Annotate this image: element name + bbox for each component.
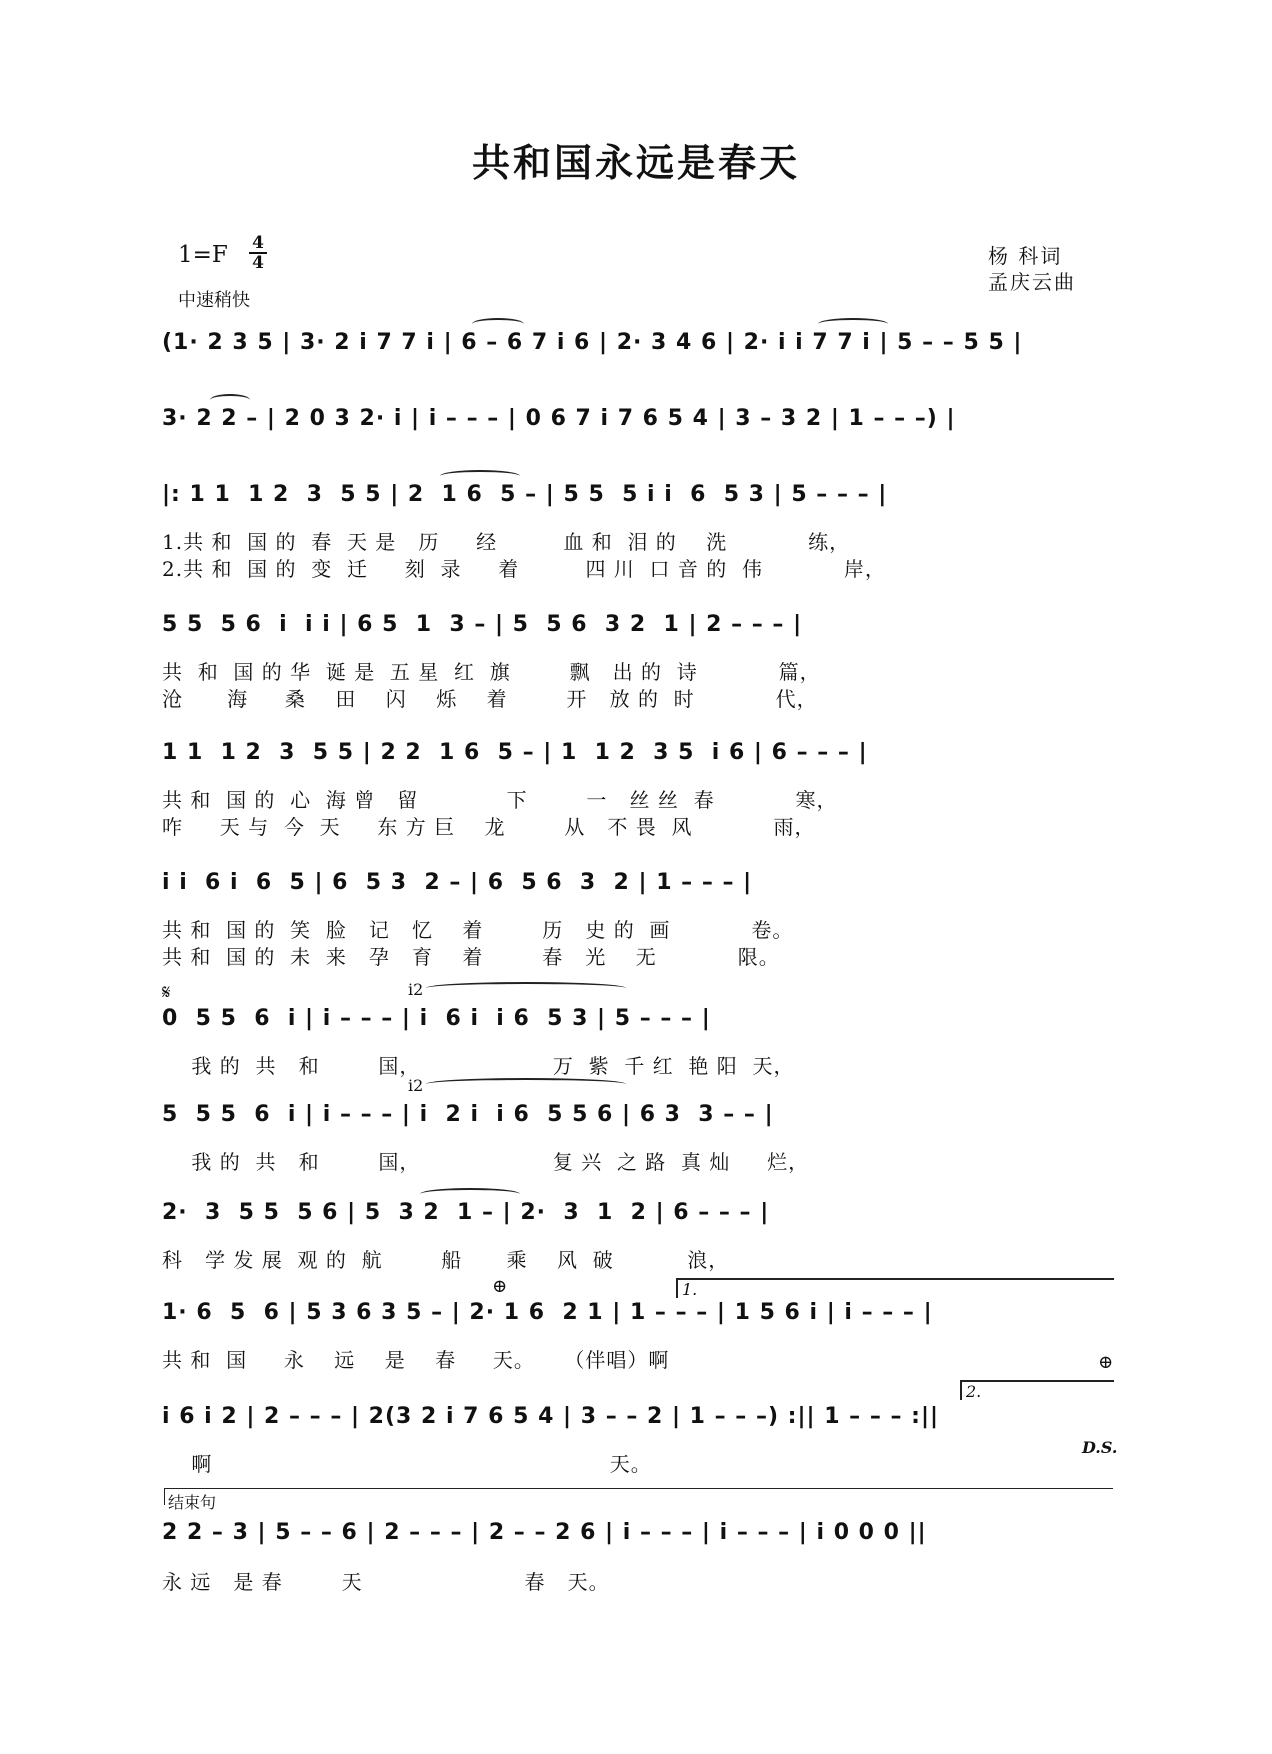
dal-segno-mark: D.S.	[1082, 1438, 1118, 1457]
lyrics-row-10: 共 和 国 永 远 是 春 天。 （伴唱）啊	[162, 1348, 670, 1372]
slur	[440, 470, 520, 482]
notes-row-4: 5 5 5 6 i i i | 6 5 1 3 – | 5 5 6 3 2 1 | 2 – – – |	[162, 612, 803, 637]
grace-note-1: i2	[408, 980, 424, 999]
time-signature	[248, 234, 268, 272]
lyrics-row-6-verse-1: 共 和 国 的 笑 脸 记 忆 着 历 史 的 画 卷。	[162, 918, 794, 942]
lyrics-row-5-verse-2: 咋 天 与 今 天 东 方 巨 龙 从 不 畏 风 雨，	[162, 815, 816, 839]
ending-bracket	[164, 1488, 1113, 1505]
notes-row-8: 5 5 5 6 i | i – – – | i 2 i i 6 5 5 6 | 6 3 3 – – |	[162, 1102, 774, 1127]
lyrics-row-5-verse-1: 共 和 国 的 心 海 曾 留 下 一 丝 丝 春 寒，	[162, 788, 838, 812]
slur	[426, 982, 626, 994]
lyrics-row-4-verse-2: 沧 海 桑 田 闪 烁 着 开 放 的 时 代，	[162, 687, 818, 711]
notes-row-6: i i 6 i 6 5 | 6 5 3 2 – | 6 5 6 3 2 | 1 – – – |	[162, 870, 753, 895]
lyrics-row-3-verse-1: 1.共 和 国 的 春 天 是 历 经 血 和 泪 的 洗 练，	[162, 530, 851, 554]
coda-sign-2: ⊕	[1098, 1352, 1114, 1373]
slur	[818, 318, 888, 330]
lyrics-row-4-verse-1: 共 和 国 的 华 诞 是 五 星 红 旗 飘 出 的 诗 篇，	[162, 660, 821, 684]
notes-row-11: i 6 i 2 | 2 – – – | 2(3 2 i 7 6 5 4 | 3 – – 2 | 1 – – –) :|| 1 – – – :||	[162, 1404, 940, 1429]
slur	[472, 318, 524, 330]
lyricist-credit: 杨 科词	[988, 244, 1063, 268]
volta-2-label: 2.	[966, 1382, 982, 1401]
notes-row-12: 2 2 – 3 | 5 – – 6 | 2 – – – | 2 – – 2 6 | i – – – | i – – – | i 0 0 0 ||	[162, 1520, 927, 1545]
time-sig-bottom: 4	[252, 253, 264, 273]
lyrics-row-12: 永 远 是 春 天 春 天。	[162, 1570, 610, 1594]
notes-row-10: 1· 6 5 6 | 5 3 6 3 5 – | 2· 1 6 2 1 | 1 – – – | 1 5 6 i | i – – – |	[162, 1300, 933, 1325]
ending-label: 结束句	[168, 1493, 217, 1512]
segno-sign: 𝄋	[162, 980, 171, 1004]
lyrics-row-7: 我 的 共 和 国， 万 紫 千 红 艳 阳 天，	[162, 1054, 795, 1078]
notes-row-9: 2· 3 5 5 5 6 | 5 3 2 1 – | 2· 3 1 2 | 6 – – – |	[162, 1200, 770, 1225]
notes-row-1: (1· 2 3 5 | 3· 2 i 7 7 i | 6 – 6 7 i 6 | 2· 3 4 6 | 2· i i 7 7 i | 5 – – 5 5 |	[162, 330, 1023, 355]
notes-row-3: |: 1 1 1 2 3 5 5 | 2 1 6 5 – | 5 5 5 i i 6 5 3 | 5 – – – |	[162, 482, 888, 507]
lyrics-row-3-verse-2: 2.共 和 国 的 变 迁 刻 录 着 四 川 口 音 的 伟 岸，	[162, 557, 886, 581]
slur	[420, 1188, 520, 1200]
notes-row-2: 3· 2 2 – | 2 0 3 2· i | i – – – | 0 6 7 i 7 6 5 4 | 3 – 3 2 | 1 – – –) |	[162, 406, 956, 431]
coda-sign-1: ⊕	[492, 1276, 508, 1297]
slur	[210, 394, 250, 406]
slur	[426, 1078, 626, 1090]
notes-row-7: 0 5 5 6 i | i – – – | i 6 i i 6 5 3 | 5 – – – |	[162, 1006, 711, 1031]
lyrics-row-11: 啊 天。	[162, 1452, 652, 1476]
grace-note-2: i2	[408, 1076, 424, 1095]
page-title: 共和国永远是春天	[471, 140, 800, 185]
volta-bracket-2	[960, 1380, 1114, 1400]
key-signature: 1=F	[178, 242, 228, 268]
volta-bracket-1	[676, 1278, 1114, 1298]
tempo-marking: 中速稍快	[178, 290, 250, 311]
notes-row-5: 1 1 1 2 3 5 5 | 2 2 1 6 5 – | 1 1 2 3 5 i 6 | 6 – – – |	[162, 740, 868, 765]
composer-credit: 孟庆云曲	[988, 270, 1076, 294]
time-sig-top: 4	[252, 233, 264, 253]
lyrics-row-9: 科 学 发 展 观 的 航 船 乘 风 破 浪，	[162, 1248, 730, 1272]
volta-1-label: 1.	[682, 1280, 698, 1299]
lyrics-row-6-verse-2: 共 和 国 的 未 来 孕 育 着 春 光 无 限。	[162, 945, 780, 969]
lyrics-row-8: 我 的 共 和 国， 复 兴 之 路 真 灿 烂，	[162, 1150, 810, 1174]
